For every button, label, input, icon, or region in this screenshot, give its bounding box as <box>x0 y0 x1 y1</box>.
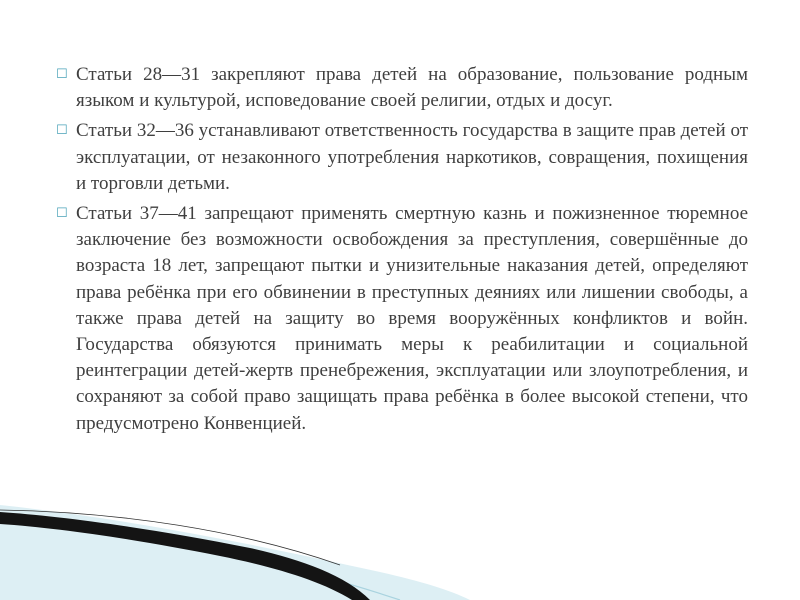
checkbox-outline-icon: ☐ <box>56 67 68 82</box>
bullet-item-2 <box>56 118 748 197</box>
checkbox-outline-icon: ☐ <box>56 206 68 222</box>
light-wave-line <box>0 518 400 600</box>
bullet-item-3 <box>56 201 748 437</box>
bullet-text-2: Статьи 32—36 устанавливают ответственность государства в защите прав детей от эксплуатации, от незаконного употребления наркотиков, совращения, похищения и торговли детьми. <box>76 120 748 194</box>
bullet-text-3: Статьи 37—41 запрещают применять смертную казнь и пожизненное тюремное заключение без возможности освобождения за преступления, совершённые до возраста 18 лет, запрещают пытки и унизительные наказания детей, определяют права ребёнка при его обвинении в преступных деяниях или лишении свободы, а также права детей на защиту во время вооружённых конфликтов и войн. Государства обязуются принимать меры к реабилитации и социальной реинтеграции детей-жертв пренебрежения, эксплуатации или злоупотребления, и сохраняют за собой право защищать права ребёнка в более высокой степени, что предусмотрено Конвенцией. <box>76 203 748 434</box>
checkbox-outline-icon: ☐ <box>56 123 68 139</box>
dark-wave-shape <box>0 512 370 600</box>
dark-wave-thin-line <box>0 510 340 565</box>
bullet-item-1 <box>56 62 748 114</box>
bullet-text-1: Статьи 28—31 закрепляют права детей на образование, пользование родным языком и культурой, исповедование своей религии, отдых и досуг. <box>76 64 748 112</box>
slide-body <box>56 62 748 441</box>
light-wave-shape <box>0 505 470 600</box>
